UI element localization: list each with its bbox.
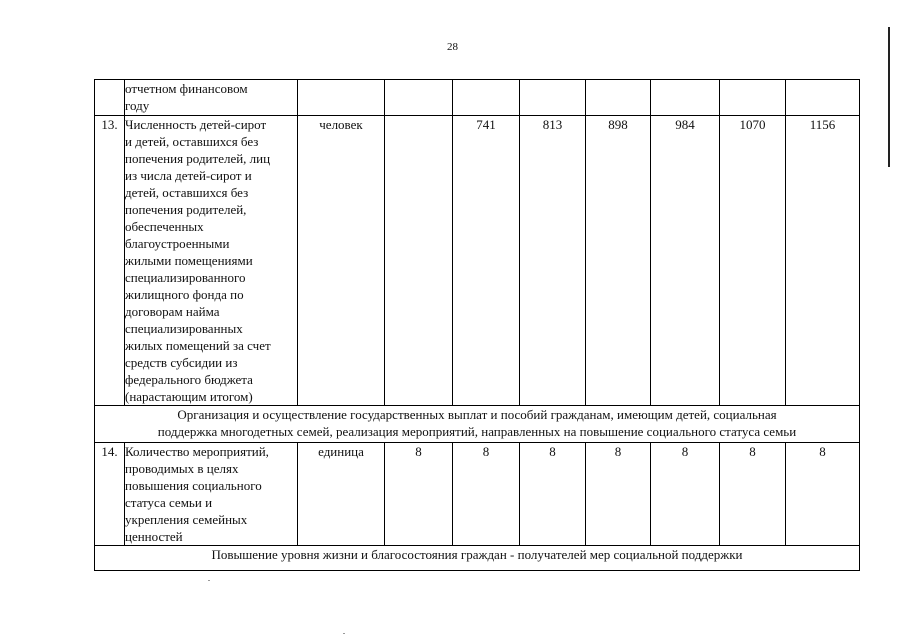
- value-cell: [520, 80, 586, 116]
- value-cell: 8: [651, 443, 720, 546]
- value-cell: 8: [720, 443, 786, 546]
- section-heading-row: [95, 406, 860, 443]
- value-cell: [651, 80, 720, 116]
- unit-cell: единица: [298, 443, 385, 546]
- indicator-name-line: Количество мероприятий,: [125, 444, 269, 459]
- table-row: [95, 443, 860, 546]
- row-number: 13.: [95, 116, 125, 406]
- section-heading-line: поддержка многодетных семей, реализация мероприятий, направленных на повышение социального статуса семьи: [157, 424, 797, 439]
- value-cell: [385, 80, 453, 116]
- scan-edge-line: [888, 27, 890, 167]
- indicator-name-line: проводимых в целях: [125, 461, 239, 476]
- indicator-name-cell: [125, 116, 298, 406]
- indicator-name-line: (нарастающим итогом): [125, 389, 253, 404]
- value-cell: [385, 116, 453, 406]
- indicator-name-line: ценностей: [125, 529, 183, 544]
- value-cell: 1156: [786, 116, 860, 406]
- indicator-name-line: и детей, оставшихся без: [125, 134, 259, 149]
- value-cell: 984: [651, 116, 720, 406]
- indicators-table: [94, 79, 860, 571]
- indicator-name-line: попечения родителей, лиц: [125, 151, 271, 166]
- indicator-name-line: договорам найма: [125, 304, 220, 319]
- indicator-name-line: средств субсидии из: [125, 355, 238, 370]
- indicator-name-line: благоустроенными: [125, 236, 230, 251]
- value-cell: 8: [786, 443, 860, 546]
- value-cell: 8: [385, 443, 453, 546]
- indicator-name-line: попечения родителей,: [125, 202, 247, 217]
- value-cell: 813: [520, 116, 586, 406]
- value-cell: [720, 80, 786, 116]
- value-cell: 1070: [720, 116, 786, 406]
- section-heading: [95, 546, 860, 571]
- indicator-name-line: жилищного фонда по: [125, 287, 244, 302]
- scan-speck: [208, 580, 210, 581]
- value-cell: [586, 80, 651, 116]
- value-cell: 898: [586, 116, 651, 406]
- indicator-name-line: Численность детей-сирот: [125, 117, 267, 132]
- section-heading-line: Повышение уровня жизни и благосостояния граждан - получателей мер социальной поддержки: [211, 547, 743, 562]
- table-row-continuation: [95, 80, 860, 116]
- page-number: 28: [447, 41, 458, 53]
- indicator-name-line: специализированного: [125, 270, 246, 285]
- row-number-cell: [95, 80, 125, 116]
- unit-cell: человек: [298, 116, 385, 406]
- table-row: [95, 116, 860, 406]
- indicator-name-line: жилых помещений за счет: [125, 338, 271, 353]
- indicator-name-line: обеспеченных: [125, 219, 204, 234]
- value-cell: 741: [453, 116, 520, 406]
- value-cell: 8: [586, 443, 651, 546]
- indicator-name-line: специализированных: [125, 321, 243, 336]
- indicator-name-line: отчетном финансовом: [125, 81, 248, 96]
- indicator-name-line: статуса семьи и: [125, 495, 213, 510]
- unit-cell: [298, 80, 385, 116]
- value-cell: [786, 80, 860, 116]
- value-cell: 8: [520, 443, 586, 546]
- scan-speck: [343, 633, 345, 634]
- value-cell: 8: [453, 443, 520, 546]
- indicator-name-cell: [125, 80, 298, 116]
- indicator-name-line: укрепления семейных: [125, 512, 248, 527]
- indicator-name-cell: [125, 443, 298, 546]
- indicator-name-line: повышения социального: [125, 478, 262, 493]
- indicator-name-line: детей, оставшихся без: [125, 185, 249, 200]
- indicator-name-line: из числа детей-сирот и: [125, 168, 252, 183]
- section-heading: [95, 406, 860, 443]
- section-heading-row: [95, 546, 860, 571]
- indicator-name-line: году: [125, 98, 150, 113]
- value-cell: [453, 80, 520, 116]
- indicator-name-line: жилыми помещениями: [125, 253, 253, 268]
- section-heading-line: Организация и осуществление государственных выплат и пособий гражданам, имеющим детей, социальная: [177, 407, 777, 422]
- row-number: 14.: [95, 443, 125, 546]
- indicator-name-line: федерального бюджета: [125, 372, 253, 387]
